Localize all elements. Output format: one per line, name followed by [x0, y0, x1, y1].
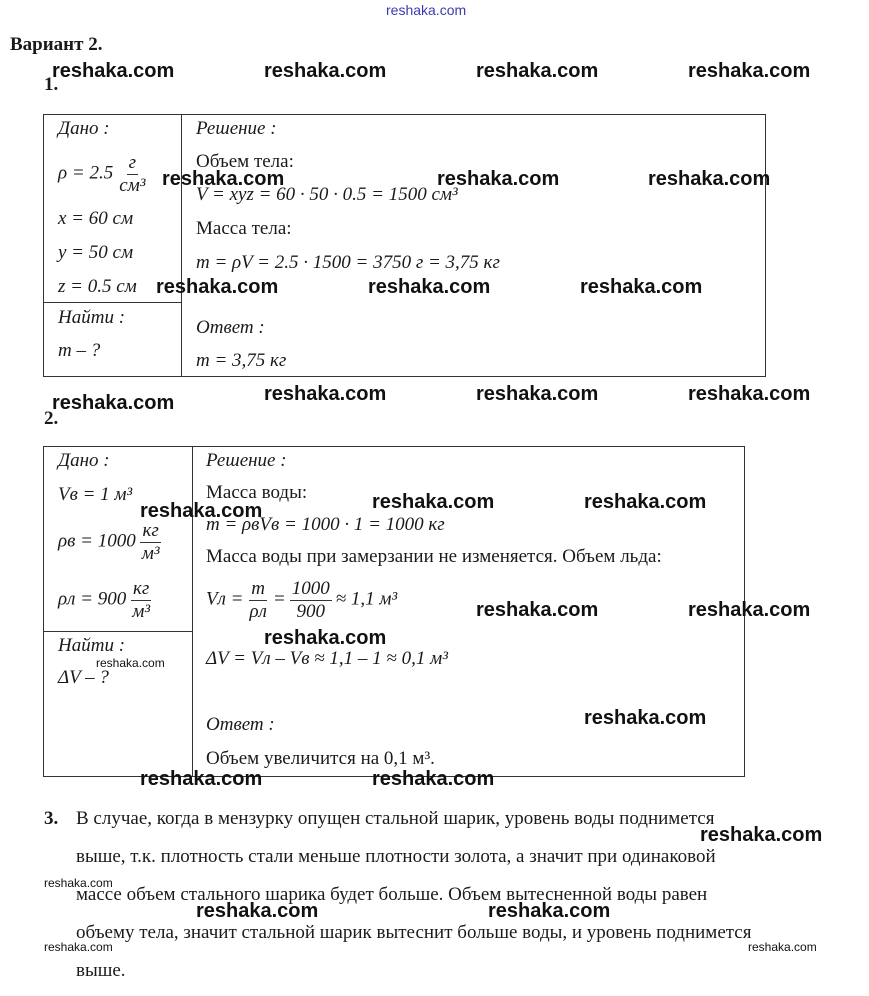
watermark: reshaka.com	[52, 392, 175, 414]
task2-rho-l-den: м³	[132, 600, 151, 622]
watermark: reshaka.com	[96, 656, 165, 670]
task2-rho-l-num: кг	[132, 578, 150, 599]
task2-given-label: Дано :	[58, 450, 110, 471]
task2-dv-formula: ΔV = Vл – Vв ≈ 1,1 – 1 ≈ 0,1 м³	[206, 648, 448, 669]
task1-volume-formula: V = xyz = 60 · 50 · 0.5 = 1500 см³	[196, 184, 458, 205]
task3-line: В случае, когда в мензурку опущен стальной шарик, уровень воды поднимется	[76, 808, 715, 829]
task1-y: y = 50 см	[58, 242, 134, 263]
task3-line: массе объем стального шарика будет больше. Объем вытесненной воды равен	[76, 884, 708, 905]
watermark: reshaka.com	[140, 768, 263, 790]
watermark: reshaka.com	[688, 60, 811, 82]
task1-given-label: Дано :	[58, 118, 110, 139]
task2-freeze-text: Масса воды при замерзании не изменяется. Объем льда:	[206, 546, 662, 567]
watermark: reshaka.com	[156, 276, 279, 298]
task1-mass-formula: m = ρV = 2.5 · 1500 = 3750 г = 3,75 кг	[196, 252, 500, 273]
task1-rho: ρ = 2.5 $\frac{г}{\text{см³}}$	[58, 152, 146, 196]
watermark: reshaka.com	[476, 60, 599, 82]
watermark: reshaka.com	[748, 940, 817, 954]
task2-find: ΔV – ?	[58, 667, 109, 688]
watermark: reshaka.com	[52, 60, 175, 82]
task2-rho-v-num: кг	[142, 520, 159, 541]
watermark: reshaka.com	[488, 900, 611, 922]
watermark: reshaka.com	[264, 627, 387, 649]
watermark: reshaka.com	[372, 491, 495, 513]
watermark: reshaka.com	[372, 768, 495, 790]
task1-answer: m = 3,75 кг	[196, 350, 287, 371]
task2-given-separator	[43, 631, 192, 632]
watermark: reshaka.com	[44, 876, 113, 890]
watermark: reshaka.com	[700, 824, 823, 846]
task3-paragraph	[76, 800, 751, 990]
watermark: reshaka.com	[437, 168, 560, 190]
watermark: reshaka.com	[196, 900, 319, 922]
variant-title: Вариант 2.	[10, 34, 103, 55]
task2-number: 2.	[44, 408, 59, 429]
watermark: reshaka.com	[476, 599, 599, 621]
task3-line: объему тела, значит стальной шарик вытеснит больше воды, и уровень поднимется	[76, 922, 752, 943]
task1-given-separator	[43, 302, 181, 303]
task2-vl-formula: Vл = $\frac{m}{\rho л}$ = $\frac{1000}{900}$ ≈ 1,1 м³	[206, 578, 398, 622]
task1-rho-unit-num: г	[128, 152, 137, 173]
task3-line: выше, т.к. плотность стали меньше плотности золота, а значит при одинаковой	[76, 846, 716, 867]
watermark: reshaka.com	[264, 383, 387, 405]
task3-line: выше.	[76, 960, 126, 981]
task1-volume-label: Объем тела:	[196, 151, 294, 172]
watermark: reshaka.com	[688, 599, 811, 621]
task1-find: m – ?	[58, 340, 101, 361]
task2-solution-label: Решение :	[206, 450, 287, 471]
watermark: reshaka.com	[580, 276, 703, 298]
task1-answer-label: Ответ :	[196, 317, 265, 338]
watermark: reshaka.com	[162, 168, 285, 190]
task2-find-label: Найти :	[58, 635, 126, 656]
task1-number: 1.	[44, 74, 59, 95]
task2-answer: Объем увеличится на 0,1 м³.	[206, 748, 435, 769]
task2-vv: Vв = 1 м³	[58, 484, 133, 505]
task1-x: x = 60 см	[58, 208, 134, 229]
watermark: reshaka.com	[140, 500, 263, 522]
task3-number: 3.	[44, 808, 59, 829]
watermark: reshaka.com	[44, 940, 113, 954]
task2-rho-v: ρв = 1000 $\frac{кг}{\text{м³}}$	[58, 520, 160, 564]
watermark: reshaka.com	[584, 707, 707, 729]
watermark: reshaka.com	[368, 276, 491, 298]
task1-rho-unit-den: см³	[119, 174, 146, 196]
task1-divider	[181, 114, 182, 377]
task2-water-mass-label: Масса воды:	[206, 482, 308, 503]
task2-rho-v-den: м³	[141, 542, 160, 564]
task2-divider	[192, 446, 193, 777]
task1-solution-label: Решение :	[196, 118, 277, 139]
task1-find-label: Найти :	[58, 307, 126, 328]
site-header[interactable]: reshaka.com	[386, 2, 467, 18]
watermark: reshaka.com	[648, 168, 771, 190]
task1-mass-label: Масса тела:	[196, 218, 292, 239]
watermark: reshaka.com	[584, 491, 707, 513]
watermark: reshaka.com	[688, 383, 811, 405]
task2-water-mass-formula: m = ρвVв = 1000 · 1 = 1000 кг	[206, 514, 445, 535]
task2-rho-l: ρл = 900 $\frac{кг}{\text{м³}}$	[58, 578, 151, 622]
task1-z: z = 0.5 см	[58, 276, 137, 297]
watermark: reshaka.com	[476, 383, 599, 405]
task2-answer-label: Ответ :	[206, 714, 275, 735]
watermark: reshaka.com	[264, 60, 387, 82]
